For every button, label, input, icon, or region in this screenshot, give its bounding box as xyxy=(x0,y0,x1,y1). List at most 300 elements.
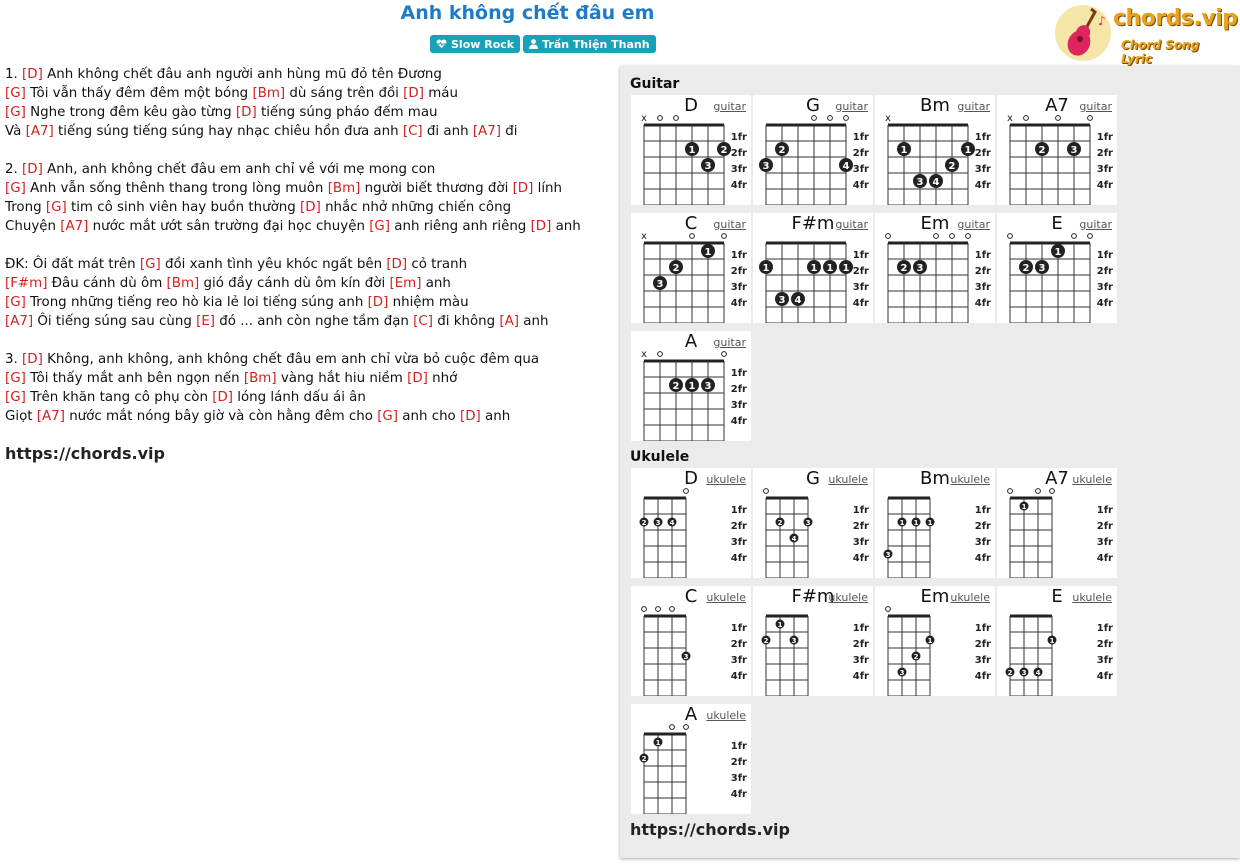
instrument-link[interactable]: guitar xyxy=(1079,100,1112,113)
finger-number: 3 xyxy=(683,653,689,661)
chord-tag[interactable]: [Bm] xyxy=(243,371,277,386)
fret-label: 3fr xyxy=(730,400,747,411)
fret-label: 2fr xyxy=(852,639,869,650)
artist-label: Trần Thiện Thanh xyxy=(542,37,650,51)
fret-label: 1fr xyxy=(974,132,991,143)
chord-diagram xyxy=(631,331,751,441)
finger-number: 1 xyxy=(927,637,933,645)
chord-tag[interactable]: [G] xyxy=(5,86,26,101)
chord-name: C xyxy=(684,213,698,234)
lyric-text: nhiệm màu xyxy=(388,295,469,310)
lyric-text: lóng lánh dấu ái ân xyxy=(232,390,366,405)
fret-label: 2fr xyxy=(730,384,747,395)
instrument-link[interactable]: ukulele xyxy=(706,473,746,486)
finger-number: 1 xyxy=(1054,247,1062,258)
fret-label: 2fr xyxy=(974,266,991,277)
fret-label: 4fr xyxy=(852,553,869,564)
chord-tag[interactable]: [Bm] xyxy=(327,181,361,196)
open-string-marker xyxy=(886,607,891,612)
svg-text:♪: ♪ xyxy=(1098,14,1106,28)
open-string-marker xyxy=(1056,116,1061,121)
chord-tag[interactable]: [Em] xyxy=(389,276,422,291)
fret-label: 4fr xyxy=(730,553,747,564)
user-icon xyxy=(529,39,538,49)
finger-dot xyxy=(653,276,667,290)
guitar-chord-a7[interactable] xyxy=(997,95,1117,205)
lyric-text: tiếng súng pháo đếm mau xyxy=(256,105,438,120)
chord-diagram xyxy=(753,468,873,578)
guitar-chord-d[interactable] xyxy=(631,95,751,205)
lyric-text: Đâu cánh dù ôm xyxy=(47,276,167,291)
fret-label: 3fr xyxy=(1096,655,1113,666)
instrument-link[interactable]: ukulele xyxy=(828,473,868,486)
chord-name: Bm xyxy=(920,468,950,489)
lyric-text: Nghe trong đêm kêu gào từng xyxy=(25,105,236,120)
instrument-link[interactable]: ukulele xyxy=(950,591,990,604)
lyric-text: Tôi vẫn thấy đêm đêm một bóng xyxy=(25,86,253,101)
finger-dot xyxy=(701,378,715,392)
finger-number: 1 xyxy=(1021,503,1027,511)
fret-label: 1fr xyxy=(730,368,747,379)
finger-number: 1 xyxy=(777,621,783,629)
lyric-line xyxy=(5,350,615,369)
finger-number: 3 xyxy=(916,177,924,188)
open-string-marker xyxy=(1072,234,1077,239)
fret-label: 2fr xyxy=(1096,521,1113,532)
finger-number: 2 xyxy=(641,755,647,763)
finger-number: 2 xyxy=(900,263,908,274)
guitar-section-title: Guitar xyxy=(630,76,680,92)
chord-tag[interactable]: [G] xyxy=(377,409,399,424)
open-string-marker xyxy=(966,234,971,239)
ukulele-chord-d[interactable] xyxy=(631,468,751,578)
fret-label: 1fr xyxy=(730,623,747,634)
lyric-text: tim cô sinh viên hay buồn thường xyxy=(66,200,301,215)
chord-diagram xyxy=(631,213,751,323)
fret-label: 1fr xyxy=(730,505,747,516)
finger-number: 2 xyxy=(913,653,919,661)
finger-dot xyxy=(1020,668,1029,678)
chord-tag[interactable]: [D] xyxy=(22,162,43,177)
finger-number: 3 xyxy=(791,637,797,645)
lyric-text: Giọt xyxy=(5,409,37,424)
chord-diagram xyxy=(997,586,1117,696)
finger-number: 1 xyxy=(927,519,933,527)
open-string-marker xyxy=(1008,489,1013,494)
finger-number: 2 xyxy=(1007,669,1013,677)
finger-number: 3 xyxy=(778,295,786,306)
finger-number: 2 xyxy=(1038,145,1046,156)
genre-badge[interactable] xyxy=(430,35,520,53)
genre-label: Slow Rock xyxy=(451,37,515,51)
chord-tag[interactable]: [D] xyxy=(386,257,408,272)
lyric-text: vàng hắt hiu niềm xyxy=(276,371,408,386)
lyric-text: Trong những tiếng reo hò kia lẻ loi tiếng súng anh xyxy=(25,295,368,310)
finger-dot xyxy=(1067,142,1081,156)
open-string-marker xyxy=(674,116,679,121)
lyric-line xyxy=(5,369,615,388)
finger-dot xyxy=(775,142,789,156)
finger-dot xyxy=(701,244,715,258)
fret-label: 1fr xyxy=(852,505,869,516)
chord-tag[interactable]: [C] xyxy=(413,314,433,329)
ukulele-chord-f-sharpm[interactable] xyxy=(753,586,873,696)
finger-dot xyxy=(926,636,935,646)
guitar-icon xyxy=(1053,3,1113,63)
fret-label: 3fr xyxy=(1096,282,1113,293)
chord-tag[interactable]: [A7] xyxy=(25,124,54,139)
chord-tag[interactable]: [D] xyxy=(22,67,43,82)
finger-dot xyxy=(884,550,893,560)
fret-label: 1fr xyxy=(1096,132,1113,143)
finger-number: 2 xyxy=(720,145,728,156)
chord-name: A xyxy=(684,331,698,352)
fret-label: 4fr xyxy=(974,298,991,309)
lyric-text: Trong xyxy=(5,200,46,215)
fret-label: 1fr xyxy=(730,132,747,143)
finger-dot xyxy=(1048,636,1057,646)
muted-string-marker: x xyxy=(641,113,647,124)
instrument-link[interactable]: guitar xyxy=(1079,218,1112,231)
ukulele-chord-c[interactable] xyxy=(631,586,751,696)
fret-label: 3fr xyxy=(730,537,747,548)
lyric-line xyxy=(5,388,615,407)
chord-name: E xyxy=(1051,586,1063,607)
fret-label: 4fr xyxy=(852,298,869,309)
finger-dot xyxy=(1019,260,1033,274)
chord-tag[interactable]: [A7] xyxy=(472,124,501,139)
chord-tag[interactable]: [D] xyxy=(212,390,233,405)
instrument-link[interactable]: guitar xyxy=(835,100,868,113)
fret-label: 4fr xyxy=(730,789,747,800)
chord-diagram xyxy=(875,95,995,205)
fret-label: 2fr xyxy=(974,521,991,532)
fret-label: 2fr xyxy=(730,757,747,768)
lyric-line xyxy=(5,179,615,198)
guitar-chord-c[interactable] xyxy=(631,213,751,323)
chord-diagram xyxy=(875,213,995,323)
chord-tag[interactable]: [A7] xyxy=(60,219,89,234)
guitar-chord-e[interactable] xyxy=(997,213,1117,323)
finger-number: 3 xyxy=(885,551,891,559)
fret-label: 4fr xyxy=(852,180,869,191)
chord-tag[interactable]: [A7] xyxy=(5,314,34,329)
stanza-gap xyxy=(5,141,615,160)
muted-string-marker: x xyxy=(641,349,647,360)
fret-label: 3fr xyxy=(974,537,991,548)
finger-dot xyxy=(913,260,927,274)
chord-tag[interactable]: [A] xyxy=(499,314,519,329)
fret-label: 2fr xyxy=(730,639,747,650)
fret-label: 1fr xyxy=(974,623,991,634)
open-string-marker xyxy=(722,234,727,239)
chord-name: G xyxy=(806,95,820,116)
lyric-line xyxy=(5,274,615,293)
guitar-chord-em[interactable] xyxy=(875,213,995,323)
chord-tag[interactable]: [Bm] xyxy=(252,86,286,101)
chord-name: F#m xyxy=(791,213,835,234)
finger-number: 3 xyxy=(1021,669,1027,677)
lyrics-section xyxy=(5,65,615,426)
open-string-marker xyxy=(828,116,833,121)
chord-tag[interactable]: [D] xyxy=(22,352,43,367)
finger-number: 4 xyxy=(791,535,797,543)
finger-dot xyxy=(929,174,943,188)
chord-tag[interactable]: [G] xyxy=(5,295,26,310)
finger-number: 2 xyxy=(948,161,956,172)
finger-number: 3 xyxy=(805,519,811,527)
lyric-text: Không, anh không, anh không chết đâu em anh chỉ vừa bỏ cuộc đêm qua xyxy=(42,352,540,367)
open-string-marker xyxy=(658,352,663,357)
finger-dot xyxy=(668,518,677,528)
lyric-text: anh xyxy=(421,276,451,291)
fret-label: 4fr xyxy=(852,671,869,682)
instrument-link[interactable]: guitar xyxy=(835,218,868,231)
chord-diagram xyxy=(631,586,751,696)
artist-badge[interactable] xyxy=(523,35,655,53)
muted-string-marker: x xyxy=(641,231,647,242)
finger-dot xyxy=(926,518,935,528)
chord-tag[interactable]: [D] xyxy=(235,105,257,120)
chord-tag[interactable]: [D] xyxy=(407,371,428,386)
chord-tag[interactable]: [Bm] xyxy=(166,276,200,291)
fret-label: 1fr xyxy=(852,132,869,143)
open-string-marker xyxy=(656,607,661,612)
finger-dot xyxy=(790,534,799,544)
lyric-line xyxy=(5,122,615,141)
finger-dot xyxy=(898,668,907,678)
chord-tag[interactable]: [D] xyxy=(460,409,481,424)
chord-tag[interactable]: [D] xyxy=(512,181,534,196)
chord-diagram xyxy=(875,586,995,696)
chord-tag[interactable]: [E] xyxy=(196,314,216,329)
ukulele-section-title: Ukulele xyxy=(630,449,690,465)
finger-dot xyxy=(897,142,911,156)
site-url[interactable]: https://chords.vip xyxy=(5,444,165,463)
finger-dot xyxy=(776,620,785,630)
lyric-text: gió đầy cánh dù ôm kín đời xyxy=(199,276,390,291)
chord-tag[interactable]: [G] xyxy=(139,257,161,272)
lyric-line xyxy=(5,84,615,103)
fret-label: 3fr xyxy=(852,537,869,548)
finger-dot xyxy=(839,260,853,274)
open-string-marker xyxy=(950,234,955,239)
chord-name: A xyxy=(684,704,698,725)
lyric-text: 1. xyxy=(5,67,23,82)
finger-number: 2 xyxy=(777,519,783,527)
open-string-marker xyxy=(764,489,769,494)
open-string-marker xyxy=(1050,489,1055,494)
fret-label: 3fr xyxy=(974,655,991,666)
lyric-line xyxy=(5,65,615,84)
chord-diagram xyxy=(753,95,873,205)
lyric-text: anh cho xyxy=(398,409,461,424)
finger-number: 1 xyxy=(810,263,818,274)
instrument-link[interactable]: ukulele xyxy=(706,591,746,604)
chord-tag[interactable]: [A7] xyxy=(36,409,65,424)
open-string-marker xyxy=(684,725,689,730)
chord-tag[interactable]: [G] xyxy=(5,371,26,386)
open-string-marker xyxy=(1024,116,1029,121)
chord-tag[interactable]: [G] xyxy=(369,219,391,234)
finger-number: 2 xyxy=(641,519,647,527)
finger-number: 1 xyxy=(688,145,696,156)
fret-label: 3fr xyxy=(1096,164,1113,175)
fret-label: 2fr xyxy=(1096,639,1113,650)
fret-label: 4fr xyxy=(974,180,991,191)
ukulele-chord-a[interactable] xyxy=(631,704,751,814)
open-string-marker xyxy=(722,352,727,357)
guitar-chord-a[interactable] xyxy=(631,331,751,441)
finger-number: 3 xyxy=(656,279,664,290)
fret-label: 4fr xyxy=(1096,180,1113,191)
finger-number: 4 xyxy=(1035,669,1041,677)
finger-number: 1 xyxy=(913,519,919,527)
instrument-link[interactable]: guitar xyxy=(713,336,746,349)
fret-label: 4fr xyxy=(974,671,991,682)
fret-label: 1fr xyxy=(1096,505,1113,516)
finger-dot xyxy=(775,292,789,306)
fret-label: 3fr xyxy=(730,282,747,293)
ukulele-chord-em[interactable] xyxy=(875,586,995,696)
finger-dot xyxy=(961,142,975,156)
ukulele-chord-e[interactable] xyxy=(997,586,1117,696)
open-string-marker xyxy=(1088,234,1093,239)
finger-dot xyxy=(912,652,921,662)
site-url-footer[interactable]: https://chords.vip xyxy=(630,820,790,839)
finger-dot xyxy=(682,652,691,662)
lyric-line xyxy=(5,312,615,331)
chord-tag[interactable]: [D] xyxy=(367,295,389,310)
finger-number: 4 xyxy=(669,519,675,527)
instrument-link[interactable]: ukulele xyxy=(706,709,746,722)
fret-label: 3fr xyxy=(730,164,747,175)
guitar-chord-bm[interactable] xyxy=(875,95,995,205)
finger-number: 1 xyxy=(826,263,834,274)
instrument-link[interactable]: ukulele xyxy=(828,591,868,604)
finger-dot xyxy=(1051,244,1065,258)
lyric-text: Anh không chết đâu anh người anh hùng mũ đỏ tên Đương xyxy=(42,67,442,82)
lyric-text: Trên khăn tang cô phụ còn xyxy=(25,390,213,405)
chord-diagram xyxy=(997,95,1117,205)
site-logo[interactable] xyxy=(1053,3,1238,66)
finger-number: 2 xyxy=(672,263,680,274)
fret-label: 2fr xyxy=(974,639,991,650)
chord-tag[interactable]: [D] xyxy=(300,200,321,215)
finger-number: 1 xyxy=(704,247,712,258)
finger-dot xyxy=(685,378,699,392)
fret-label: 3fr xyxy=(852,282,869,293)
instrument-link[interactable]: guitar xyxy=(957,218,990,231)
finger-number: 3 xyxy=(916,263,924,274)
chord-tag[interactable]: [D] xyxy=(403,86,424,101)
instrument-link[interactable]: guitar xyxy=(957,100,990,113)
finger-dot xyxy=(839,158,853,172)
lyric-text: Anh vẫn sống thênh thang trong lòng muôn xyxy=(25,181,328,196)
open-string-marker xyxy=(1088,116,1093,121)
instrument-link[interactable]: ukulele xyxy=(1072,591,1112,604)
chord-tag[interactable]: [G] xyxy=(45,200,67,215)
fret-label: 4fr xyxy=(730,671,747,682)
lyric-line xyxy=(5,160,615,179)
lyric-text: đồi xanh tình yêu khóc ngất bên xyxy=(160,257,387,272)
logo-tagline: Chord Song Lyric xyxy=(1121,38,1200,66)
chord-tag[interactable]: [G] xyxy=(5,390,26,405)
ukulele-chord-g[interactable] xyxy=(753,468,873,578)
fret-label: 3fr xyxy=(852,655,869,666)
guitar-chord-g[interactable] xyxy=(753,95,873,205)
lyric-text: đi xyxy=(500,124,518,139)
song-badges xyxy=(430,35,656,53)
fret-label: 1fr xyxy=(730,250,747,261)
open-string-marker xyxy=(844,116,849,121)
lyric-text: ĐK: Ôi đất mát trên xyxy=(5,257,140,272)
finger-number: 3 xyxy=(899,669,905,677)
lyric-text: người biết thương đời xyxy=(360,181,513,196)
finger-dot xyxy=(640,754,649,764)
lyric-text: đó ... anh còn nghe tầm đạn xyxy=(215,314,414,329)
chord-name: A7 xyxy=(1045,468,1069,489)
finger-number: 1 xyxy=(842,263,850,274)
finger-dot xyxy=(1020,502,1029,512)
finger-dot xyxy=(790,636,799,646)
finger-number: 1 xyxy=(655,739,661,747)
lyric-line xyxy=(5,217,615,236)
fret-label: 2fr xyxy=(730,521,747,532)
chord-name: D xyxy=(684,95,698,116)
finger-dot xyxy=(669,260,683,274)
fret-label: 2fr xyxy=(1096,266,1113,277)
finger-number: 2 xyxy=(778,145,786,156)
guitar-chord-f-sharpm[interactable] xyxy=(753,213,873,323)
chord-tag[interactable]: [D] xyxy=(530,219,552,234)
open-string-marker xyxy=(670,607,675,612)
finger-number: 2 xyxy=(672,381,680,392)
instrument-link[interactable]: guitar xyxy=(713,100,746,113)
chord-tag[interactable]: [F#m] xyxy=(5,276,48,291)
instrument-link[interactable]: ukulele xyxy=(1072,473,1112,486)
chord-tag[interactable]: [G] xyxy=(5,181,26,196)
open-string-marker xyxy=(1008,234,1013,239)
ukulele-chord-bm[interactable] xyxy=(875,468,995,578)
chord-diagram xyxy=(753,586,873,696)
fret-label: 1fr xyxy=(852,623,869,634)
chord-name: A7 xyxy=(1045,95,1069,116)
ukulele-chord-a7[interactable] xyxy=(997,468,1117,578)
fret-label: 4fr xyxy=(1096,671,1113,682)
finger-dot xyxy=(1035,142,1049,156)
fret-label: 3fr xyxy=(974,282,991,293)
open-string-marker xyxy=(684,489,689,494)
finger-number: 3 xyxy=(655,519,661,527)
finger-dot xyxy=(717,142,731,156)
lyric-text: đi không xyxy=(432,314,500,329)
lyric-line xyxy=(5,293,615,312)
finger-dot xyxy=(640,518,649,528)
chord-tag[interactable]: [G] xyxy=(5,105,26,120)
lyric-text: nhắc nhở những chiến công xyxy=(320,200,512,215)
instrument-link[interactable]: guitar xyxy=(713,218,746,231)
lyric-text: Tôi thấy mắt anh bên ngọn nến xyxy=(25,371,244,386)
finger-number: 3 xyxy=(704,381,712,392)
lyric-line xyxy=(5,255,615,274)
open-string-marker xyxy=(670,725,675,730)
stanza-gap xyxy=(5,236,615,255)
finger-dot xyxy=(912,518,921,528)
fret-label: 1fr xyxy=(974,250,991,261)
instrument-link[interactable]: ukulele xyxy=(950,473,990,486)
chord-tag[interactable]: [C] xyxy=(402,124,423,139)
